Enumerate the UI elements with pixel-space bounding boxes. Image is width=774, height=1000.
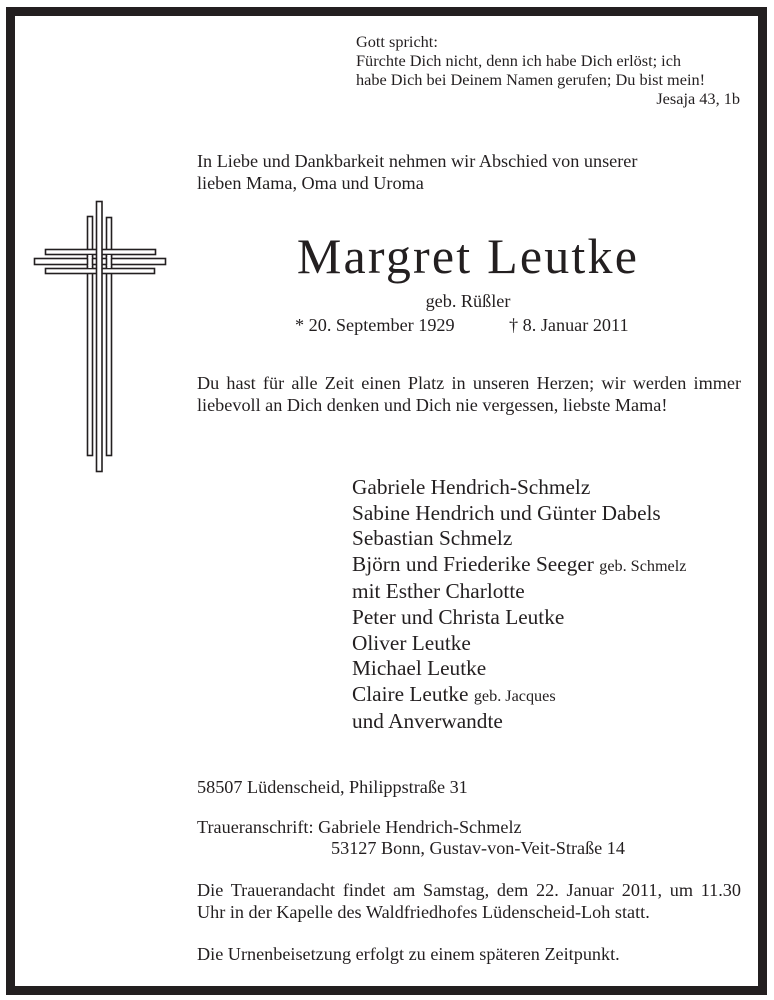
verse-line: habe Dich bei Deinem Namen gerufen; Du bist mein! [356,70,706,89]
intro-text [197,150,757,194]
mourner [352,631,752,657]
bible-verse [356,32,740,108]
intro-line: In Liebe und Dankbarkeit nehmen wir Abschied von unserer [197,151,638,171]
deceased-name: Margret Leutke [296,228,640,284]
mourners-list [352,475,752,735]
mourning-address-name: Gabriele Hendrich-Schmelz [318,817,522,837]
mourner-name: Björn und Friederike Seeger [352,551,594,576]
mourning-address-label: Traueranschrift: [197,817,314,837]
mourner [352,501,752,527]
mourner-name: Gabriele Hendrich-Schmelz [352,475,591,499]
mourner [352,552,752,580]
mourner [352,526,752,552]
verse-line: Gott spricht: [356,32,438,51]
mourner [352,656,752,682]
mourner-name: und Anverwandte [352,709,503,734]
service-line: Die Trauerandacht findet am Samstag, dem 22. Januar 2011, um 11.30 [197,880,741,900]
home-address: 58507 Lüdenscheid, Philippstraße 31 [197,777,468,797]
mourner-name: Sebastian Schmelz [352,526,513,551]
mourner [352,709,752,735]
mourner-name: Sabine Hendrich und Günter Dabels [352,500,661,525]
verse-line: Fürchte Dich nicht, denn ich habe Dich erlöst; ich [356,51,682,70]
maiden-name: geb. Rüßler [425,291,511,311]
mourner-note: geb. Schmelz [599,556,687,575]
mourner [352,475,752,501]
mourner-name: Peter und Christa Leutke [352,604,565,629]
birth-date: * 20. September 1929 [295,315,455,335]
mourner [352,682,752,710]
mourner-note: geb. Jacques [473,686,556,705]
burial-info: Die Urnenbeisetzung erfolgt zu einem späteren Zeitpunkt. [197,944,620,964]
mourner-name: mit Esther Charlotte [352,579,525,604]
mourner-name: Claire Leutke [352,681,469,706]
cross-icon [30,198,170,478]
death-date: † 8. Januar 2011 [509,315,629,335]
service-info [197,879,741,923]
mourner-name: Oliver Leutke [352,630,471,655]
intro-line: lieben Mama, Oma und Uroma [197,173,424,193]
mourning-address [197,816,522,838]
mourning-address-street: 53127 Bonn, Gustav-von-Veit-Straße 14 [331,838,625,858]
verse-reference: Jesaja 43, 1b [656,89,740,108]
tribute-text: Du hast für alle Zeit einen Platz in unseren Herzen; wir werden immer liebevoll an Dich denken und Dich nie vergessen, liebste Mama! [197,373,741,415]
mourner-name: Michael Leutke [352,656,487,681]
mourner [352,605,752,631]
mourner [352,579,752,605]
service-line: Uhr in der Kapelle des Waldfriedhofes Lüdenscheid-Loh statt. [197,902,650,922]
